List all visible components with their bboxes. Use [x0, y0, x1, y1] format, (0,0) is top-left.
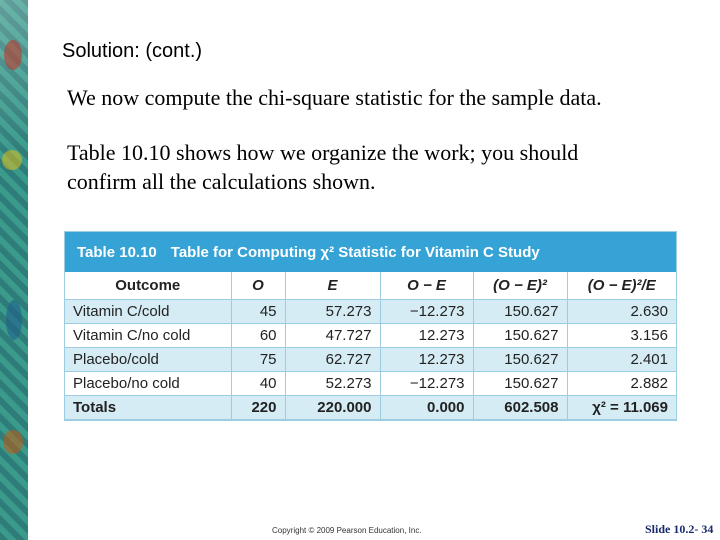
- table-cell: 12.273: [380, 348, 473, 372]
- table-cell: Placebo/no cold: [65, 372, 231, 396]
- table-cell: 3.156: [567, 324, 676, 348]
- table-cell: 40: [231, 372, 285, 396]
- paragraph-line: Table 10.10 shows how we organize the work; you should: [67, 140, 579, 165]
- table-cell: 150.627: [473, 300, 567, 324]
- table-cell: 47.727: [285, 324, 380, 348]
- decorative-blob: [3, 430, 23, 454]
- table-cell: 60: [231, 324, 285, 348]
- table-header-row: [65, 272, 676, 300]
- chi-square-table: [64, 231, 677, 421]
- decorative-blob: [4, 40, 22, 70]
- table-cell: 150.627: [473, 348, 567, 372]
- table-cell: 75: [231, 348, 285, 372]
- table-cell: 2.401: [567, 348, 676, 372]
- table-cell: Placebo/cold: [65, 348, 231, 372]
- table-cell: χ² = 11.069: [567, 396, 676, 420]
- column-header: O − E: [380, 272, 473, 300]
- table-cell: 150.627: [473, 372, 567, 396]
- copyright-footer: Copyright © 2009 Pearson Education, Inc.: [272, 526, 422, 535]
- table-cell: Totals: [65, 396, 231, 420]
- table-cell: 57.273: [285, 300, 380, 324]
- table-cell: Vitamin C/cold: [65, 300, 231, 324]
- table-cell: 45: [231, 300, 285, 324]
- table-cell: 150.627: [473, 324, 567, 348]
- table-row: [65, 300, 676, 324]
- table-title: Table for Computing χ² Statistic for Vitamin C Study: [170, 243, 540, 261]
- decorative-blob: [2, 150, 22, 170]
- paragraph-intro: We now compute the chi-square statistic for the sample data.: [67, 85, 602, 110]
- decorative-side-strip: [0, 0, 28, 540]
- table-row: [65, 372, 676, 396]
- column-header: Outcome: [65, 272, 231, 300]
- table-row: [65, 324, 676, 348]
- table-caption: [65, 232, 676, 272]
- table-cell: −12.273: [380, 372, 473, 396]
- paragraph-table-description: [67, 138, 578, 196]
- table-cell: 0.000: [380, 396, 473, 420]
- table-cell: 62.727: [285, 348, 380, 372]
- table-row: [65, 348, 676, 372]
- column-header: O: [231, 272, 285, 300]
- table-totals-row: [65, 396, 676, 420]
- slide-title: Solution: (cont.): [62, 40, 203, 62]
- slide-number: Slide 10.2- 34: [645, 522, 714, 536]
- table-cell: 12.273: [380, 324, 473, 348]
- paragraph-line: confirm all the calculations shown.: [67, 169, 376, 194]
- table-cell: 220.000: [285, 396, 380, 420]
- table-cell: −12.273: [380, 300, 473, 324]
- table-cell: 220: [231, 396, 285, 420]
- column-header: E: [285, 272, 380, 300]
- column-header: (O − E)²: [473, 272, 567, 300]
- data-table: [65, 272, 676, 420]
- decorative-blob: [6, 300, 22, 340]
- table-cell: 602.508: [473, 396, 567, 420]
- table-number: Table 10.10: [77, 243, 157, 261]
- table-cell: 2.882: [567, 372, 676, 396]
- table-cell: Vitamin C/no cold: [65, 324, 231, 348]
- table-cell: 52.273: [285, 372, 380, 396]
- column-header: (O − E)²/E: [567, 272, 676, 300]
- table-cell: 2.630: [567, 300, 676, 324]
